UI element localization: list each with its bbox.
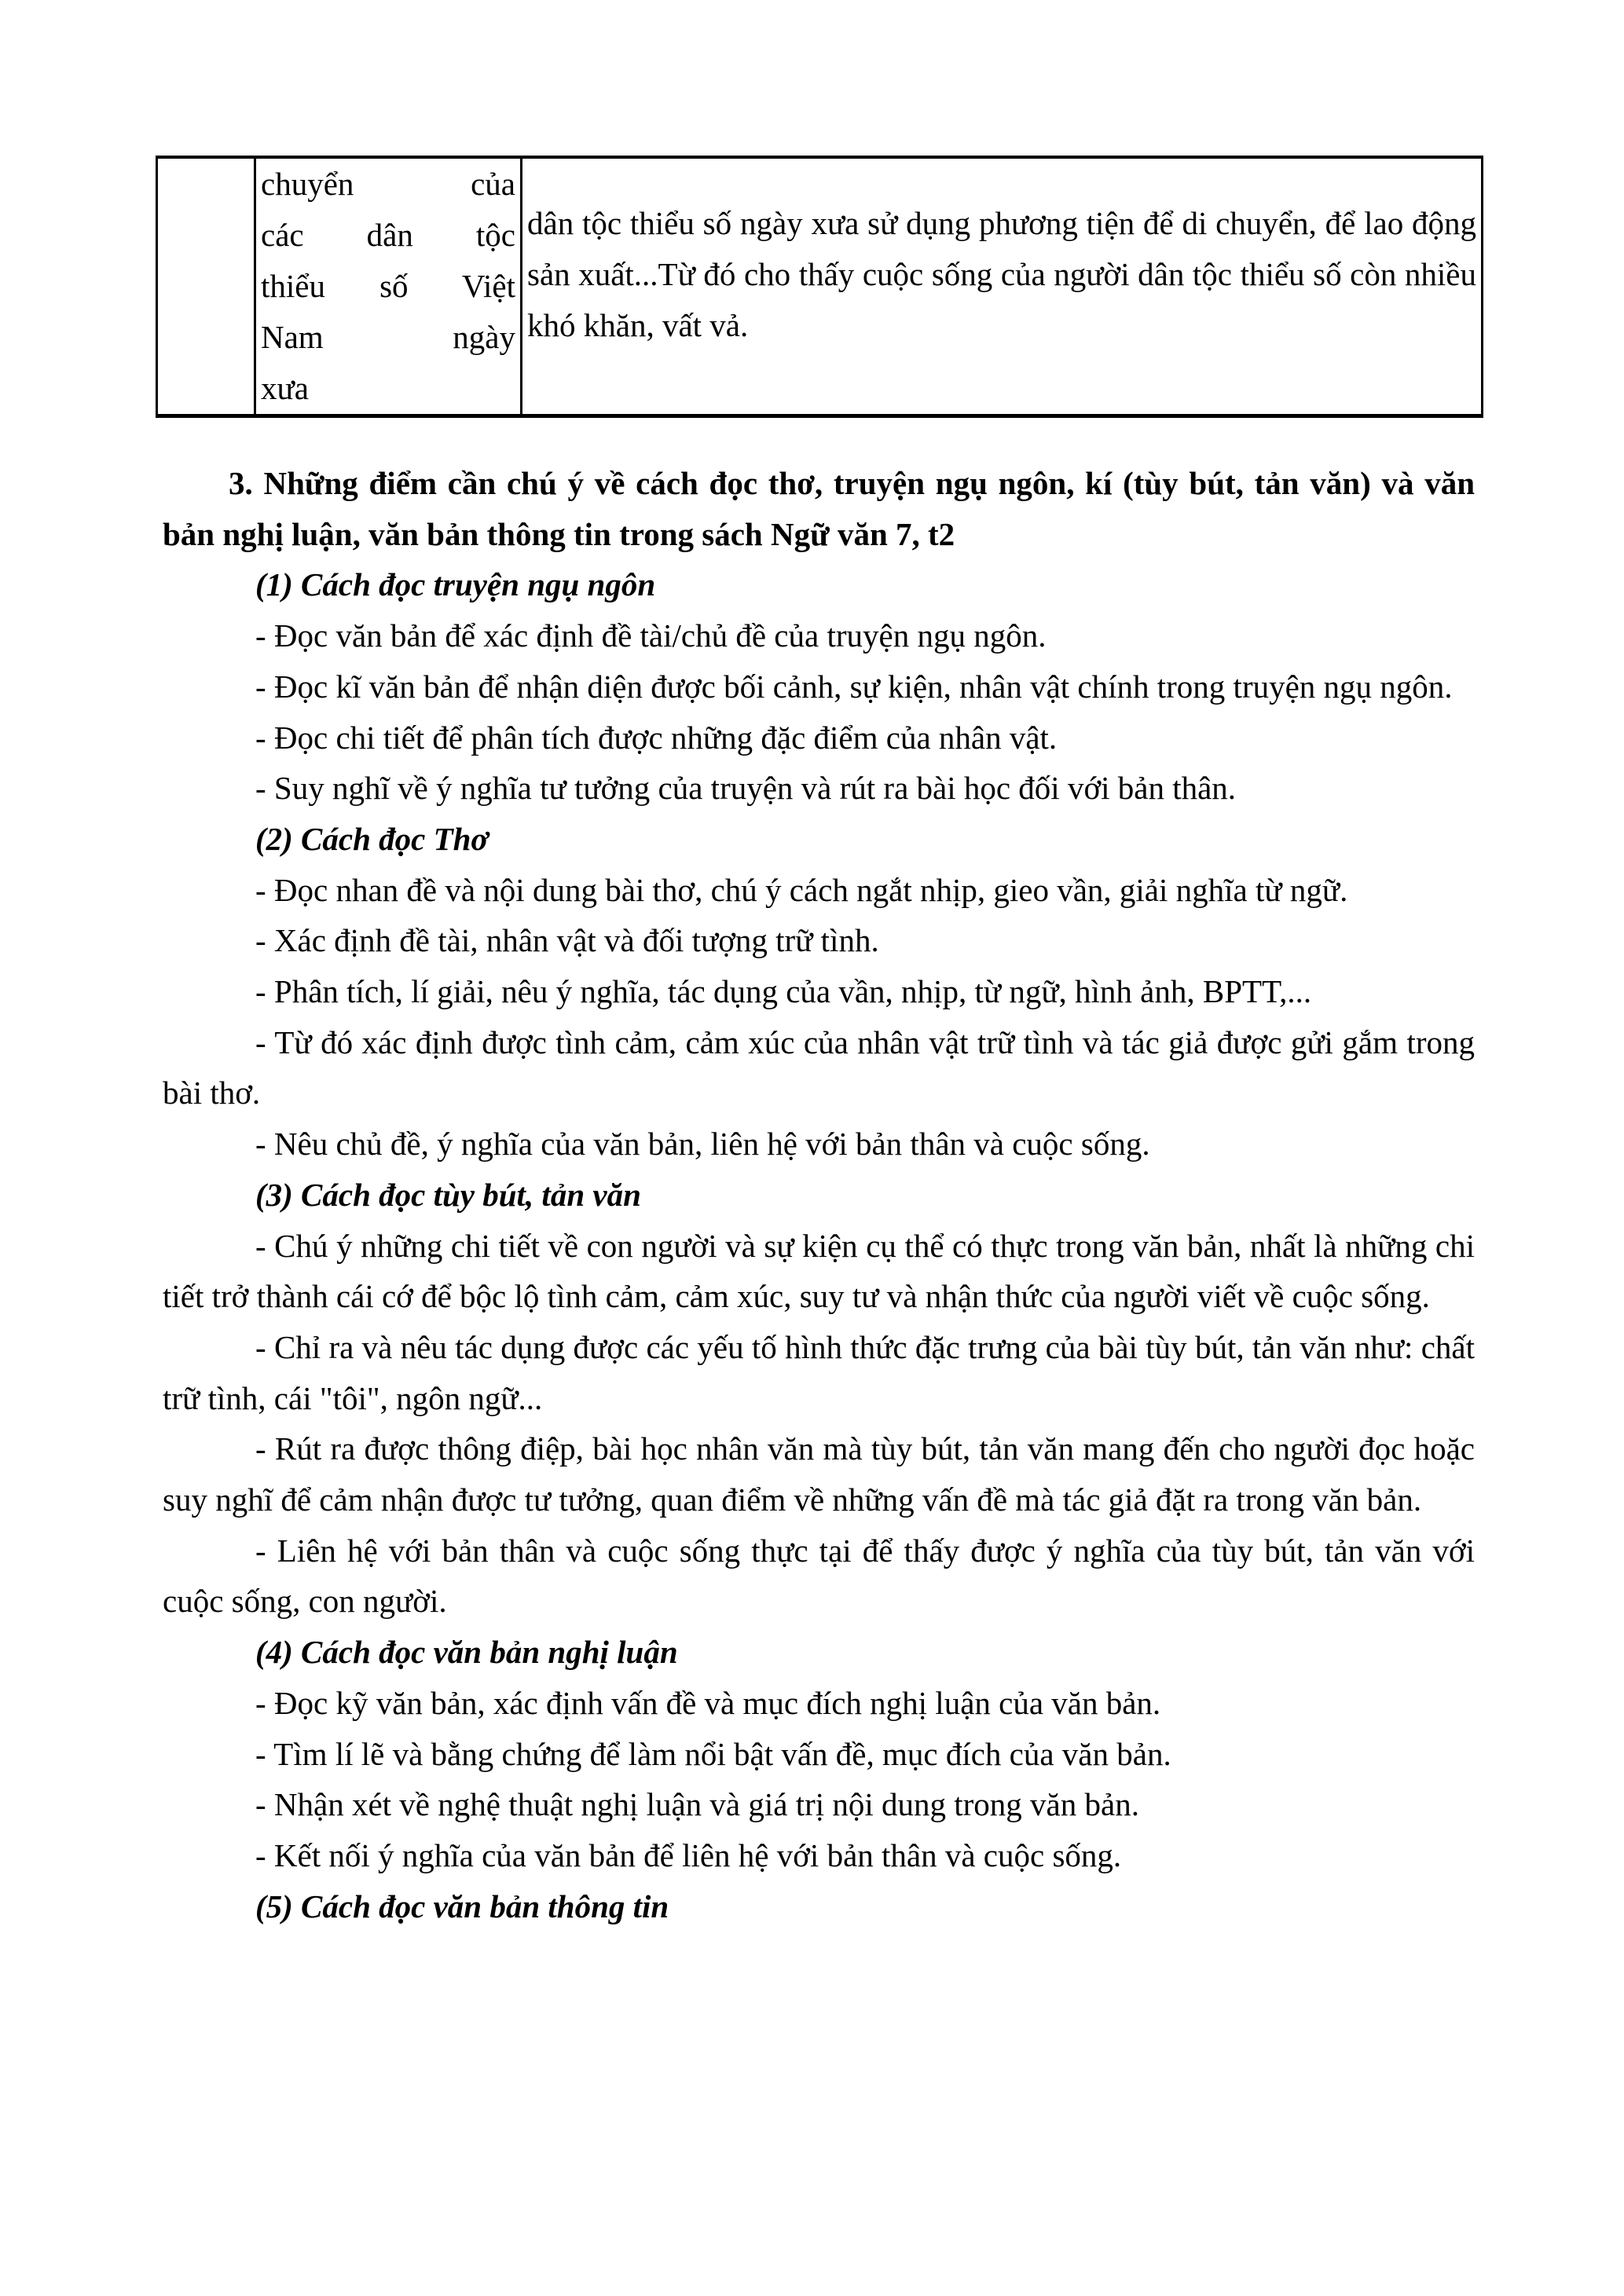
subsection-title: (5) Cách đọc văn bản thông tin bbox=[255, 1888, 669, 1924]
list-item: - Suy nghĩ về ý nghĩa tư tưởng của truyện và rút ra bài học đối với bản thân. bbox=[255, 770, 1237, 807]
subsection-title: (2) Cách đọc Thơ bbox=[255, 820, 489, 857]
list-item: - Liên hệ với bản thân và cuộc sống thực tại để thấy được ý nghĩa của tùy bút, tản văn với cuộc sống, con người. bbox=[163, 1532, 1475, 1620]
content-table bbox=[156, 156, 1483, 418]
list-item: - Chú ý những chi tiết về con người và sự kiện cụ thể có thực trong văn bản, nhất là những chi tiết trở thành cái cớ để bộc lộ tình cảm, cảm xúc, suy tư và nhận thức của người viết về cuộc sống. bbox=[163, 1227, 1475, 1315]
list-item: - Nhận xét về nghệ thuật nghị luận và giá trị nội dung trong văn bản. bbox=[255, 1786, 1139, 1823]
list-item: - Xác định đề tài, nhân vật và đối tượng trữ tình. bbox=[255, 922, 879, 959]
list-item: - Đọc nhan đề và nội dung bài thơ, chú ý cách ngắt nhịp, gieo vần, giải nghĩa từ ngữ. bbox=[255, 871, 1348, 908]
list-item: - Kết nối ý nghĩa của văn bản để liên hệ với bản thân và cuộc sống. bbox=[255, 1836, 1122, 1873]
subsection-title: (3) Cách đọc tùy bút, tản văn bbox=[255, 1176, 641, 1213]
subsection-title: (1) Cách đọc truyện ngụ ngôn bbox=[255, 566, 656, 603]
table-row bbox=[157, 157, 1483, 416]
topic-line: chuyển của bbox=[261, 166, 515, 202]
list-item: - Từ đó xác định được tình cảm, cảm xúc của nhân vật trữ tình và tác giả được gửi gắm trong bài thơ. bbox=[163, 1023, 1475, 1111]
list-item: - Tìm lí lẽ và bằng chứng để làm nổi bật vấn đề, mục đích của văn bản. bbox=[255, 1735, 1171, 1772]
list-item: - Đọc chi tiết để phân tích được những đặc điểm của nhân vật. bbox=[255, 719, 1058, 756]
topic-line: các dân tộc bbox=[261, 217, 515, 253]
list-item: - Phân tích, lí giải, nêu ý nghĩa, tác dụng của vần, nhịp, từ ngữ, hình ảnh, BPTT,... bbox=[255, 973, 1312, 1010]
table-cell-topic bbox=[255, 157, 522, 416]
topic-line: xưa bbox=[261, 370, 309, 406]
list-item: - Đọc kĩ văn bản để nhận diện được bối cảnh, sự kiện, nhân vật chính trong truyện ngụ ngôn. bbox=[255, 668, 1453, 705]
subsection-title: (4) Cách đọc văn bản nghị luận bbox=[255, 1634, 678, 1671]
content-text: dân tộc thiểu số ngày xưa sử dụng phương tiện để di chuyển, để lao động sản xuất...Từ đó cho thấy cuộc sống của người dân tộc thiểu số còn nhiều khó khăn, vất vả. bbox=[527, 205, 1476, 343]
list-item: - Đọc kỹ văn bản, xác định vấn đề và mục đích nghị luận của văn bản. bbox=[255, 1684, 1161, 1721]
list-item: - Nêu chủ đề, ý nghĩa của văn bản, liên hệ với bản thân và cuộc sống. bbox=[255, 1126, 1150, 1163]
document-body bbox=[163, 458, 1475, 1932]
list-item: - Chỉ ra và nêu tác dụng được các yếu tố hình thức đặc trưng của bài tùy bút, tản văn như: chất trữ tình, cái "tôi", ngôn ngữ... bbox=[163, 1328, 1475, 1416]
topic-line: thiểu số Việt bbox=[261, 268, 515, 304]
table-cell-content bbox=[522, 157, 1483, 416]
list-item: - Rút ra được thông điệp, bài học nhân văn mà tùy bút, tản văn mang đến cho người đọc hoặc suy nghĩ để cảm nhận được tư tưởng, quan điểm về những vấn đề mà tác giả đặt ra trong văn bản. bbox=[163, 1430, 1475, 1518]
section-heading: 3. Những điểm cần chú ý về cách đọc thơ, truyện ngụ ngôn, kí (tùy bút, tản văn) và văn bản nghị luận, văn bản thông tin trong sách Ngữ văn 7, t2 bbox=[163, 465, 1475, 552]
table-cell-index bbox=[157, 157, 255, 416]
topic-line: Nam ngày bbox=[261, 319, 515, 355]
list-item: - Đọc văn bản để xác định đề tài/chủ đề của truyện ngụ ngôn. bbox=[255, 617, 1047, 654]
